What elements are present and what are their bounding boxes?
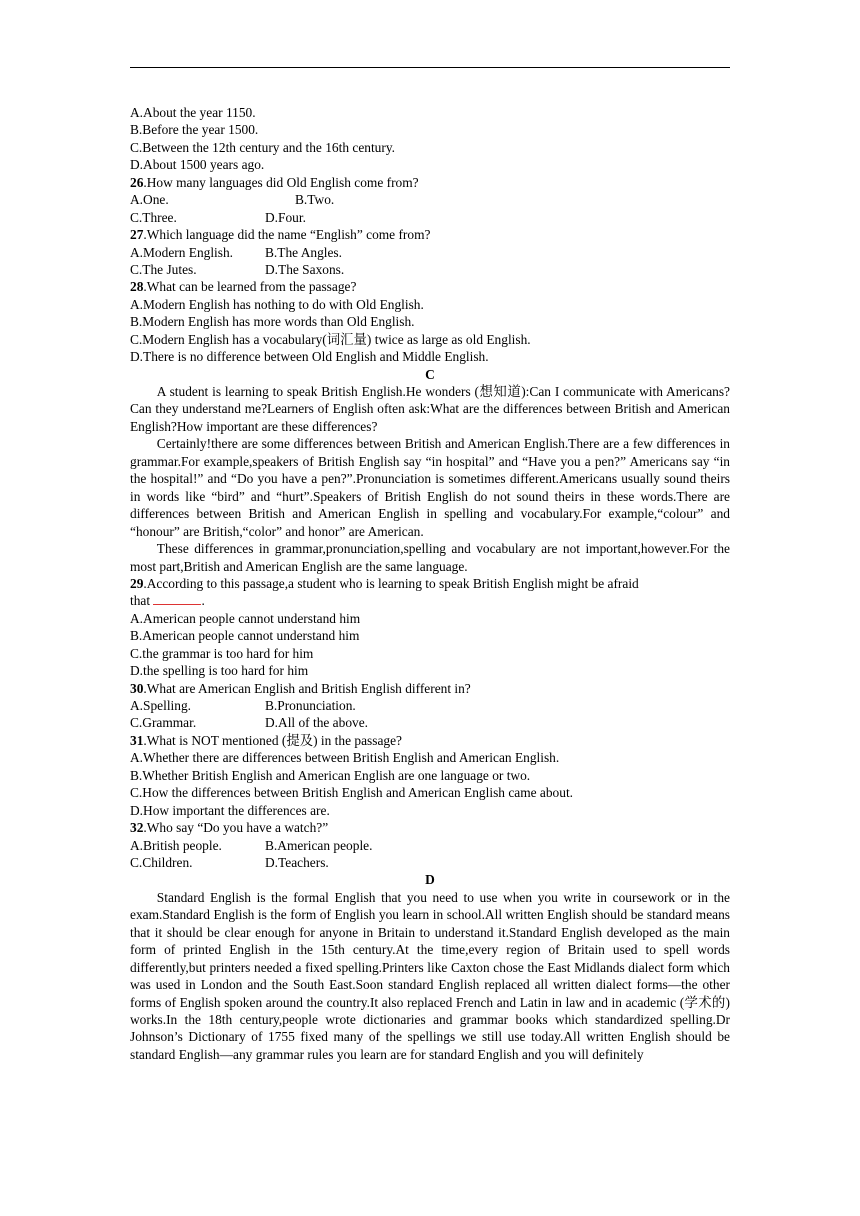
question-text: .What can be learned from the passage? <box>143 279 357 295</box>
question-31 <box>130 732 730 749</box>
page-content <box>130 104 730 1063</box>
option-line: C.Between the 12th century and the 16th century. <box>130 139 396 155</box>
option-line: C.How the differences between British English and American English came about. <box>130 785 574 801</box>
question-30 <box>130 680 730 697</box>
option-line: A.Whether there are differences between British English and American English. <box>130 750 560 766</box>
question-27 <box>130 226 730 243</box>
question-text: .Which language did the name “English” come from? <box>143 227 431 243</box>
option: D.All of the above. <box>265 715 369 731</box>
question-number: 30 <box>130 680 144 696</box>
option: C.Children. <box>130 854 193 870</box>
option-line: C.the grammar is too hard for him <box>130 645 314 661</box>
option: C.Grammar. <box>130 715 197 731</box>
question-text: .How many languages did Old English come from? <box>143 174 419 190</box>
option-line: B.Before the year 1500. <box>130 122 259 138</box>
question-text: .Who say “Do you have a watch?” <box>143 820 329 836</box>
passage-paragraph: A student is learning to speak British English.He wonders (想知道):Can I communicate with Americans?Can they understand me?Learners of English often ask:What are the differences between British and American English?How important are these differences? <box>130 384 730 434</box>
question-26 <box>130 174 730 191</box>
passage-paragraph: Standard English is the formal English that you need to use when you write in coursework or in the exam.Standard English is the form of English you learn in school.All written English should be standard means that it should be clear enough for anyone in Britain to understand it.Standard English developed as the main form of printed English in the 15th century.At the time,every region of Britain used to spell words differently,but printers needed a fixed spelling.Printers like Caxton chose the East Midlands dialect form which was used in London and the South East.Soon standard English replaced all written dialect forms—the other forms of English spoken around the country.It also replaced French and Latin in law and in academic (学术的) works.In the 18th century,people wrote dictionaries and grammar books which standardized spelling.Dr Johnson’s Dictionary of 1755 fixed many of the spellings we still use today.All written English should be standard English—any grammar rules you learn are for standard English and you will definitely <box>130 889 730 1062</box>
option-row <box>130 209 730 226</box>
option-line: B.Modern English has more words than Old English. <box>130 314 415 330</box>
option-row <box>130 714 730 731</box>
option: B.American people. <box>265 837 373 853</box>
option: D.The Saxons. <box>265 261 345 277</box>
option: C.Three. <box>130 209 177 225</box>
question-29 <box>130 575 730 592</box>
section-heading-d: D <box>425 872 435 888</box>
section-heading-c: C <box>425 366 435 382</box>
option-row <box>130 244 730 261</box>
option: A.Spelling. <box>130 698 192 714</box>
question-number: 28 <box>130 279 144 295</box>
answer-blank <box>153 592 201 605</box>
option: D.Teachers. <box>265 854 329 870</box>
passage-paragraph: These differences in grammar,pronunciation,spelling and vocabulary are not important,however.For the most part,British and American English are the same language. <box>130 541 730 574</box>
option-line: D.About 1500 years ago. <box>130 157 265 173</box>
question-text: that <box>130 593 151 609</box>
question-29-continued <box>130 592 730 609</box>
option: C.The Jutes. <box>130 261 197 277</box>
option: D.Four. <box>265 209 306 225</box>
question-number: 29 <box>130 575 144 591</box>
option: A.One. <box>130 192 169 208</box>
option: A.British people. <box>130 837 222 853</box>
question-text: .What are American English and British English different in? <box>143 680 471 696</box>
option-line: D.How important the differences are. <box>130 802 330 818</box>
question-text-end: . <box>201 593 205 609</box>
option-line: B.Whether British English and American English are one language or two. <box>130 767 531 783</box>
option-line: A.About the year 1150. <box>130 105 256 120</box>
header-rule <box>130 67 730 68</box>
question-number: 26 <box>130 174 144 190</box>
question-number: 27 <box>130 227 144 243</box>
question-number: 31 <box>130 732 144 748</box>
question-28 <box>130 278 730 295</box>
option-row <box>130 854 730 871</box>
option-line: C.Modern English has a vocabulary(词汇量) twice as large as old English. <box>130 331 531 347</box>
option-line: B.American people cannot understand him <box>130 628 360 644</box>
option: A.Modern English. <box>130 244 234 260</box>
option-row <box>130 261 730 278</box>
option-row <box>130 837 730 854</box>
passage-paragraph: Certainly!there are some differences between British and American English.There are a few differences in grammar.For example,speakers of British English say “in hospital” and “Have you a pen?” Americans say “in the hospital!” and “Do you have a pen?”.Pronunciation is sometimes different.Americans usually sound theirs in words like “bird” and “hurt”.Speakers of British English do not sound theirs in these words.There are differences between British and American English in spelling and vocabulary.For example,“colour” and “honour” are British,“color” and honor” are American. <box>130 436 730 539</box>
option-line: D.There is no difference between Old English and Middle English. <box>130 349 489 365</box>
option: B.Two. <box>295 192 335 208</box>
option-line: A.Modern English has nothing to do with Old English. <box>130 296 424 312</box>
question-text: .According to this passage,a student who is learning to speak British English might be afraid <box>143 575 639 591</box>
option-row <box>130 697 730 714</box>
option-row <box>130 191 730 208</box>
question-32 <box>130 819 730 836</box>
question-text: .What is NOT mentioned (提及) in the passage? <box>143 732 402 748</box>
option: B.Pronunciation. <box>265 698 356 714</box>
option: B.The Angles. <box>265 244 342 260</box>
option-line: D.the spelling is too hard for him <box>130 663 309 679</box>
option-line: A.American people cannot understand him <box>130 610 361 626</box>
question-number: 32 <box>130 820 144 836</box>
